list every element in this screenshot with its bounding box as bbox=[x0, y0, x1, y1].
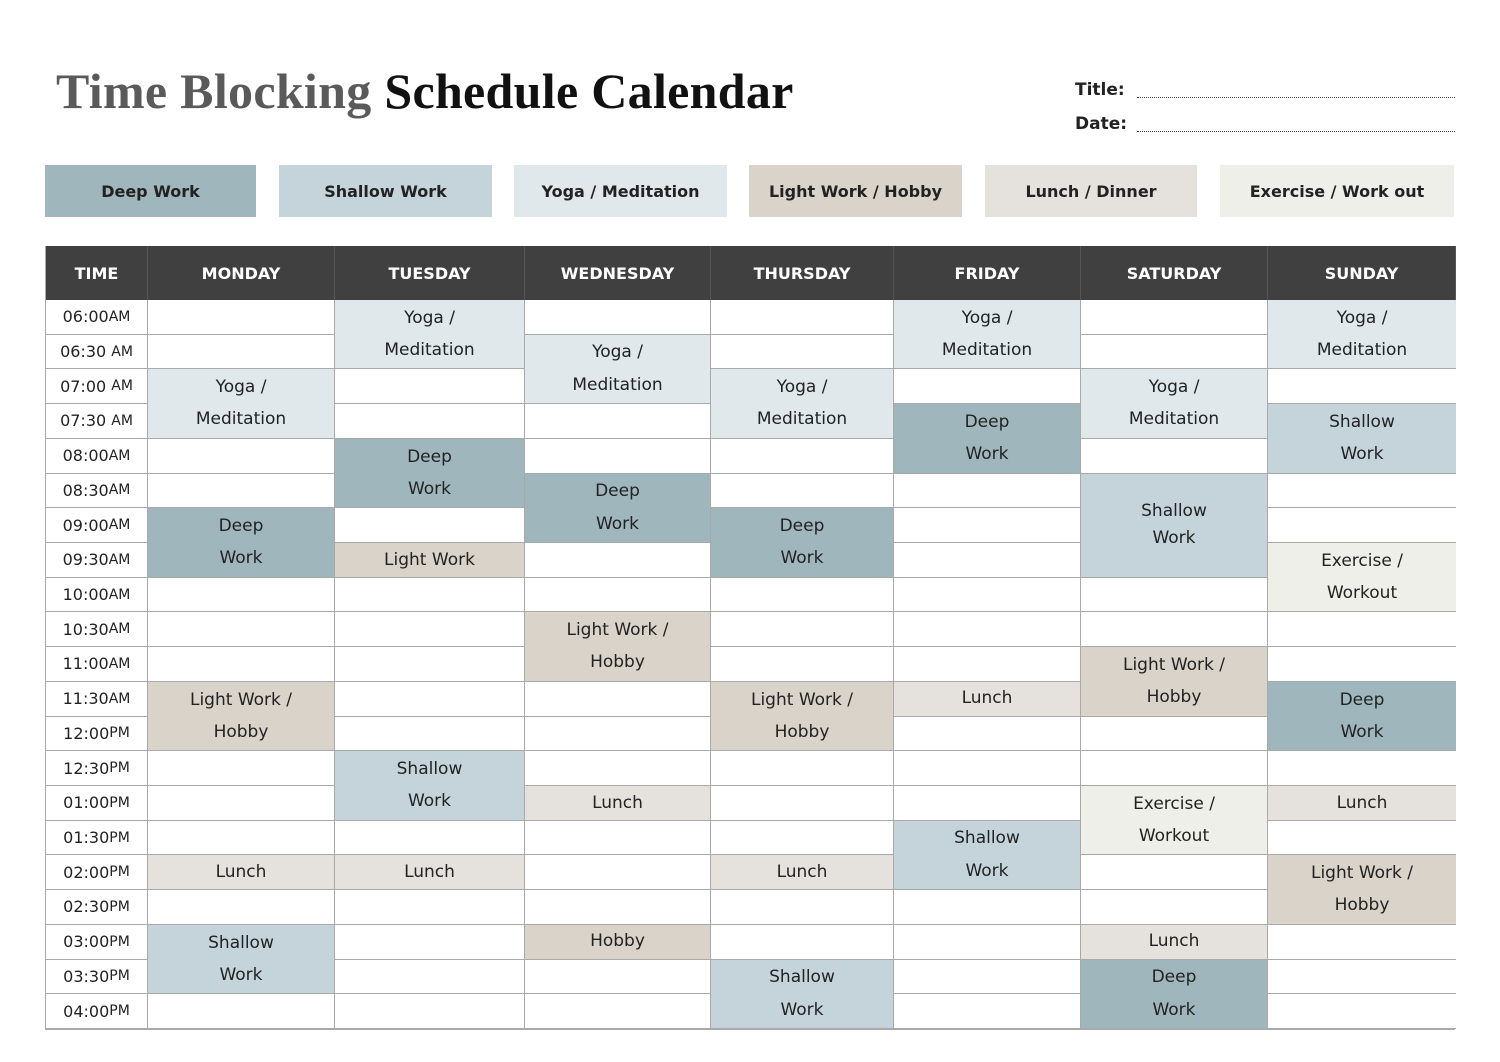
empty-slot[interactable] bbox=[894, 647, 1081, 682]
page-title bbox=[56, 62, 794, 120]
time-ampm: PM bbox=[109, 725, 130, 742]
time-label bbox=[46, 994, 148, 1029]
block-label: Lunch bbox=[1148, 931, 1200, 952]
empty-slot[interactable] bbox=[148, 474, 335, 509]
time-value: 04:00 bbox=[63, 1001, 110, 1021]
time-ampm: AM bbox=[108, 621, 131, 638]
time-ampm: AM bbox=[108, 586, 131, 603]
empty-slot[interactable] bbox=[335, 578, 525, 613]
empty-slot[interactable] bbox=[148, 612, 335, 647]
block-label: Shallow bbox=[1141, 501, 1207, 522]
title-field bbox=[1075, 80, 1455, 100]
empty-slot[interactable] bbox=[894, 751, 1081, 786]
block-label: Lunch bbox=[961, 688, 1013, 709]
empty-slot[interactable] bbox=[711, 786, 894, 821]
time-value: 11:00 bbox=[62, 654, 109, 674]
date-field bbox=[1075, 114, 1455, 134]
time-ampm: PM bbox=[109, 1003, 130, 1020]
empty-slot[interactable] bbox=[1081, 612, 1268, 647]
empty-slot[interactable] bbox=[1268, 369, 1456, 404]
time-block-yoga[interactable] bbox=[711, 369, 894, 438]
block-label: Meditation bbox=[941, 339, 1033, 360]
time-value: 12:00 bbox=[63, 723, 110, 743]
empty-slot[interactable] bbox=[148, 439, 335, 474]
time-label bbox=[46, 543, 148, 578]
block-label: Deep bbox=[407, 446, 452, 467]
empty-slot[interactable] bbox=[525, 404, 711, 439]
empty-slot[interactable] bbox=[525, 543, 711, 578]
block-label: Yoga / bbox=[776, 377, 828, 398]
time-block-shallow-work[interactable] bbox=[894, 821, 1081, 890]
empty-slot[interactable] bbox=[335, 612, 525, 647]
empty-slot[interactable] bbox=[335, 717, 525, 752]
empty-slot[interactable] bbox=[148, 890, 335, 925]
empty-slot[interactable] bbox=[894, 369, 1081, 404]
time-ampm: AM bbox=[111, 412, 133, 429]
time-block-lunch[interactable] bbox=[335, 855, 525, 890]
block-label: Lunch bbox=[592, 792, 643, 813]
time-block-shallow-work[interactable] bbox=[335, 751, 525, 820]
empty-slot[interactable] bbox=[525, 821, 711, 856]
time-value: 09:00 bbox=[62, 515, 109, 535]
category-legend bbox=[45, 165, 1454, 217]
block-label: Hobby bbox=[774, 721, 830, 742]
time-block-light-work[interactable] bbox=[1081, 647, 1268, 716]
time-block-light-work[interactable] bbox=[1268, 855, 1456, 924]
title-input-line[interactable] bbox=[1137, 97, 1455, 98]
time-ampm: AM bbox=[108, 551, 131, 568]
time-label bbox=[46, 612, 148, 647]
block-label: Hobby bbox=[1334, 895, 1390, 916]
block-label: Deep bbox=[1151, 967, 1197, 988]
block-label: Work bbox=[219, 548, 263, 569]
time-value: 02:30 bbox=[63, 897, 110, 917]
time-ampm: AM bbox=[108, 447, 131, 464]
time-value: 06:00 bbox=[62, 307, 109, 327]
empty-slot[interactable] bbox=[894, 786, 1081, 821]
empty-slot[interactable] bbox=[1268, 994, 1456, 1029]
time-block-yoga[interactable] bbox=[525, 335, 711, 404]
empty-slot[interactable] bbox=[335, 508, 525, 543]
block-label: Shallow bbox=[396, 759, 463, 780]
time-value: 03:00 bbox=[63, 932, 110, 952]
time-block-shallow-work[interactable] bbox=[148, 925, 335, 994]
time-block-light-work[interactable] bbox=[711, 682, 894, 751]
empty-slot[interactable] bbox=[711, 612, 894, 647]
time-block-shallow-work[interactable] bbox=[1081, 474, 1268, 578]
empty-slot[interactable] bbox=[894, 994, 1081, 1029]
column-header-monday: MONDAY bbox=[148, 246, 335, 300]
empty-slot[interactable] bbox=[894, 474, 1081, 509]
block-label: Yoga / bbox=[961, 307, 1013, 328]
empty-slot[interactable] bbox=[894, 717, 1081, 752]
time-label bbox=[46, 647, 148, 682]
block-label: Shallow bbox=[1329, 411, 1395, 432]
block-label: Exercise / bbox=[1133, 793, 1215, 814]
time-value: 01:00 bbox=[63, 793, 110, 813]
time-block-lunch[interactable] bbox=[1081, 925, 1268, 960]
empty-slot[interactable] bbox=[1268, 612, 1456, 647]
legend-item-exercise: Exercise / Work out bbox=[1220, 165, 1454, 217]
time-label bbox=[46, 925, 148, 960]
block-label: Light Work bbox=[384, 549, 475, 570]
time-block-deep-work[interactable] bbox=[335, 439, 525, 508]
block-label: Work bbox=[1152, 528, 1196, 549]
empty-slot[interactable] bbox=[525, 439, 711, 474]
empty-slot[interactable] bbox=[148, 335, 335, 370]
block-label: Work bbox=[1340, 444, 1384, 465]
empty-slot[interactable] bbox=[335, 682, 525, 717]
time-block-light-work[interactable] bbox=[525, 612, 711, 681]
block-label: Deep bbox=[595, 481, 640, 502]
empty-slot[interactable] bbox=[525, 300, 711, 335]
time-value: 11:30 bbox=[62, 689, 109, 709]
column-header-saturday: SATURDAY bbox=[1081, 246, 1268, 300]
time-block-shallow-work[interactable] bbox=[711, 960, 894, 1029]
time-block-deep-work[interactable] bbox=[1268, 682, 1456, 751]
block-label: Light Work / bbox=[566, 620, 669, 641]
time-label bbox=[46, 717, 148, 752]
block-label: Yoga / bbox=[215, 377, 267, 398]
empty-slot[interactable] bbox=[525, 890, 711, 925]
empty-slot[interactable] bbox=[335, 647, 525, 682]
block-label: Work bbox=[965, 444, 1009, 465]
empty-slot[interactable] bbox=[711, 300, 894, 335]
time-ampm: PM bbox=[109, 829, 130, 846]
time-block-deep-work[interactable] bbox=[525, 474, 711, 543]
block-label: Deep bbox=[964, 411, 1010, 432]
time-label bbox=[46, 960, 148, 995]
time-block-yoga[interactable] bbox=[148, 369, 335, 438]
legend-item-shallow-work: Shallow Work bbox=[279, 165, 492, 217]
empty-slot[interactable] bbox=[711, 821, 894, 856]
legend-item-lunch: Lunch / Dinner bbox=[985, 165, 1197, 217]
block-label: Deep bbox=[218, 516, 264, 537]
block-label: Light Work / bbox=[189, 689, 292, 710]
time-block-deep-work[interactable] bbox=[148, 508, 335, 577]
empty-slot[interactable] bbox=[525, 717, 711, 752]
empty-slot[interactable] bbox=[1268, 508, 1456, 543]
column-header-wednesday: WEDNESDAY bbox=[525, 246, 711, 300]
empty-slot[interactable] bbox=[525, 751, 711, 786]
block-label: Workout bbox=[1326, 582, 1398, 603]
empty-slot[interactable] bbox=[894, 960, 1081, 995]
time-label bbox=[46, 786, 148, 821]
legend-item-yoga: Yoga / Meditation bbox=[514, 165, 727, 217]
block-label: Hobby bbox=[590, 652, 645, 673]
time-block-deep-work[interactable] bbox=[711, 508, 894, 577]
time-block-yoga[interactable] bbox=[1268, 300, 1456, 369]
time-label bbox=[46, 369, 148, 404]
time-label bbox=[46, 335, 148, 370]
block-label: Meditation bbox=[756, 409, 848, 430]
date-input-line[interactable] bbox=[1137, 131, 1455, 132]
column-header-friday: FRIDAY bbox=[894, 246, 1081, 300]
time-block-yoga[interactable] bbox=[335, 300, 525, 369]
time-ampm: PM bbox=[109, 933, 130, 950]
time-ampm: AM bbox=[108, 308, 131, 325]
time-value: 09:30 bbox=[62, 550, 109, 570]
empty-slot[interactable] bbox=[711, 578, 894, 613]
block-label: Meditation bbox=[384, 339, 475, 360]
block-label: Yoga / bbox=[1148, 377, 1200, 398]
time-value: 02:00 bbox=[63, 862, 110, 882]
block-label: Light Work / bbox=[1310, 863, 1413, 884]
time-ampm: PM bbox=[109, 898, 130, 915]
block-label: Light Work / bbox=[1122, 654, 1225, 675]
empty-slot[interactable] bbox=[335, 369, 525, 404]
time-label bbox=[46, 890, 148, 925]
time-block-light-work[interactable] bbox=[525, 925, 711, 960]
time-value: 07:00 bbox=[60, 376, 112, 396]
empty-slot[interactable] bbox=[335, 994, 525, 1029]
time-value: 07:30 bbox=[60, 411, 112, 431]
time-value: 01:30 bbox=[63, 828, 110, 848]
title-part-2: Schedule Calendar bbox=[384, 63, 794, 119]
block-label: Workout bbox=[1138, 825, 1210, 846]
block-label: Deep bbox=[1339, 689, 1385, 710]
empty-slot[interactable] bbox=[711, 890, 894, 925]
time-block-exercise[interactable] bbox=[1081, 786, 1268, 855]
time-value: 10:00 bbox=[62, 585, 109, 605]
block-label: Meditation bbox=[1316, 339, 1408, 360]
empty-slot[interactable] bbox=[1081, 335, 1268, 370]
time-block-exercise[interactable] bbox=[1268, 543, 1456, 612]
empty-slot[interactable] bbox=[1081, 439, 1268, 474]
empty-slot[interactable] bbox=[711, 751, 894, 786]
empty-slot[interactable] bbox=[1268, 647, 1456, 682]
empty-slot[interactable] bbox=[711, 647, 894, 682]
time-label bbox=[46, 855, 148, 890]
time-label bbox=[46, 508, 148, 543]
time-ampm: AM bbox=[108, 690, 131, 707]
title-label: Title: bbox=[1075, 80, 1125, 100]
empty-slot[interactable] bbox=[894, 543, 1081, 578]
time-block-deep-work[interactable] bbox=[894, 404, 1081, 473]
block-label: Work bbox=[1340, 721, 1384, 742]
time-label bbox=[46, 821, 148, 856]
time-ampm: PM bbox=[109, 864, 130, 881]
time-ampm: AM bbox=[111, 343, 133, 360]
block-label: Meditation bbox=[1128, 409, 1220, 430]
time-ampm: AM bbox=[108, 655, 131, 672]
column-header-tuesday: TUESDAY bbox=[335, 246, 525, 300]
empty-slot[interactable] bbox=[1081, 890, 1268, 925]
time-value: 03:30 bbox=[63, 966, 110, 986]
empty-slot[interactable] bbox=[525, 855, 711, 890]
empty-slot[interactable] bbox=[1268, 960, 1456, 995]
empty-slot[interactable] bbox=[1081, 717, 1268, 752]
block-label: Work bbox=[595, 513, 640, 534]
empty-slot[interactable] bbox=[1268, 925, 1456, 960]
empty-slot[interactable] bbox=[711, 439, 894, 474]
empty-slot[interactable] bbox=[335, 821, 525, 856]
empty-slot[interactable] bbox=[894, 612, 1081, 647]
block-label: Meditation bbox=[195, 409, 287, 430]
empty-slot[interactable] bbox=[1268, 821, 1456, 856]
block-label: Shallow bbox=[954, 828, 1020, 849]
time-label bbox=[46, 474, 148, 509]
empty-slot[interactable] bbox=[525, 682, 711, 717]
empty-slot[interactable] bbox=[1081, 578, 1268, 613]
schedule-table bbox=[45, 246, 1455, 1030]
empty-slot[interactable] bbox=[148, 821, 335, 856]
time-ampm: PM bbox=[109, 760, 130, 777]
block-label: Shallow bbox=[208, 932, 274, 953]
empty-slot[interactable] bbox=[1268, 751, 1456, 786]
block-label: Work bbox=[1152, 999, 1196, 1020]
empty-slot[interactable] bbox=[894, 508, 1081, 543]
time-block-lunch[interactable] bbox=[148, 855, 335, 890]
time-value: 10:30 bbox=[62, 619, 109, 639]
block-label: Yoga / bbox=[592, 342, 643, 363]
block-label: Deep bbox=[779, 516, 825, 537]
time-value: 08:00 bbox=[62, 446, 109, 466]
empty-slot[interactable] bbox=[1081, 855, 1268, 890]
empty-slot[interactable] bbox=[894, 925, 1081, 960]
block-label: Yoga / bbox=[404, 307, 455, 328]
time-ampm: PM bbox=[109, 968, 130, 985]
column-header-thursday: THURSDAY bbox=[711, 246, 894, 300]
time-ampm: AM bbox=[111, 378, 133, 395]
block-label: Lunch bbox=[404, 861, 455, 882]
block-label: Hobby bbox=[213, 721, 269, 742]
block-label: Light Work / bbox=[750, 689, 853, 710]
time-value: 08:30 bbox=[62, 480, 109, 500]
time-ampm: AM bbox=[108, 482, 131, 499]
empty-slot[interactable] bbox=[335, 404, 525, 439]
time-block-lunch[interactable] bbox=[711, 855, 894, 890]
block-label: Hobby bbox=[590, 931, 645, 952]
empty-slot[interactable] bbox=[335, 960, 525, 995]
time-label bbox=[46, 751, 148, 786]
block-label: Hobby bbox=[1146, 687, 1202, 708]
block-label: Work bbox=[965, 860, 1009, 881]
title-part-1: Time Blocking bbox=[56, 63, 372, 119]
block-label: Meditation bbox=[572, 374, 663, 395]
time-block-lunch[interactable] bbox=[525, 786, 711, 821]
time-block-yoga[interactable] bbox=[1081, 369, 1268, 438]
time-block-lunch[interactable] bbox=[894, 682, 1081, 717]
block-label: Lunch bbox=[776, 861, 828, 882]
time-block-shallow-work[interactable] bbox=[1268, 404, 1456, 473]
time-label bbox=[46, 404, 148, 439]
empty-slot[interactable] bbox=[711, 474, 894, 509]
empty-slot[interactable] bbox=[335, 925, 525, 960]
empty-slot[interactable] bbox=[148, 300, 335, 335]
time-label bbox=[46, 682, 148, 717]
time-ampm: PM bbox=[109, 794, 130, 811]
empty-slot[interactable] bbox=[711, 335, 894, 370]
column-header-sunday: SUNDAY bbox=[1268, 246, 1456, 300]
empty-slot[interactable] bbox=[525, 994, 711, 1029]
block-label: Yoga / bbox=[1336, 307, 1388, 328]
legend-item-light-work: Light Work / Hobby bbox=[749, 165, 962, 217]
time-block-deep-work[interactable] bbox=[1081, 960, 1268, 1029]
time-label bbox=[46, 578, 148, 613]
empty-slot[interactable] bbox=[148, 647, 335, 682]
empty-slot[interactable] bbox=[148, 578, 335, 613]
block-label: Work bbox=[219, 964, 263, 985]
time-value: 12:30 bbox=[63, 758, 110, 778]
time-label bbox=[46, 300, 148, 335]
empty-slot[interactable] bbox=[148, 994, 335, 1029]
time-block-lunch[interactable] bbox=[1268, 786, 1456, 821]
empty-slot[interactable] bbox=[894, 890, 1081, 925]
time-block-light-work[interactable] bbox=[148, 682, 335, 751]
block-label: Exercise / bbox=[1321, 550, 1403, 571]
block-label: Shallow bbox=[769, 967, 835, 988]
empty-slot[interactable] bbox=[1081, 751, 1268, 786]
time-block-yoga[interactable] bbox=[894, 300, 1081, 369]
time-label bbox=[46, 439, 148, 474]
empty-slot[interactable] bbox=[1268, 474, 1456, 509]
date-label: Date: bbox=[1075, 114, 1128, 134]
time-value: 06:30 bbox=[60, 342, 112, 362]
empty-slot[interactable] bbox=[525, 578, 711, 613]
block-label: Lunch bbox=[1336, 792, 1388, 813]
empty-slot[interactable] bbox=[1081, 300, 1268, 335]
empty-slot[interactable] bbox=[525, 960, 711, 995]
empty-slot[interactable] bbox=[335, 890, 525, 925]
block-label: Work bbox=[407, 791, 452, 812]
empty-slot[interactable] bbox=[894, 578, 1081, 613]
legend-item-deep-work: Deep Work bbox=[45, 165, 256, 217]
block-label: Work bbox=[407, 478, 452, 499]
column-header-time: TIME bbox=[46, 246, 148, 300]
empty-slot[interactable] bbox=[148, 751, 335, 786]
block-label: Work bbox=[780, 548, 824, 569]
block-label: Work bbox=[780, 999, 824, 1020]
time-ampm: AM bbox=[108, 517, 131, 534]
time-block-light-work[interactable] bbox=[335, 543, 525, 578]
empty-slot[interactable] bbox=[711, 925, 894, 960]
empty-slot[interactable] bbox=[148, 786, 335, 821]
block-label: Lunch bbox=[215, 861, 267, 882]
